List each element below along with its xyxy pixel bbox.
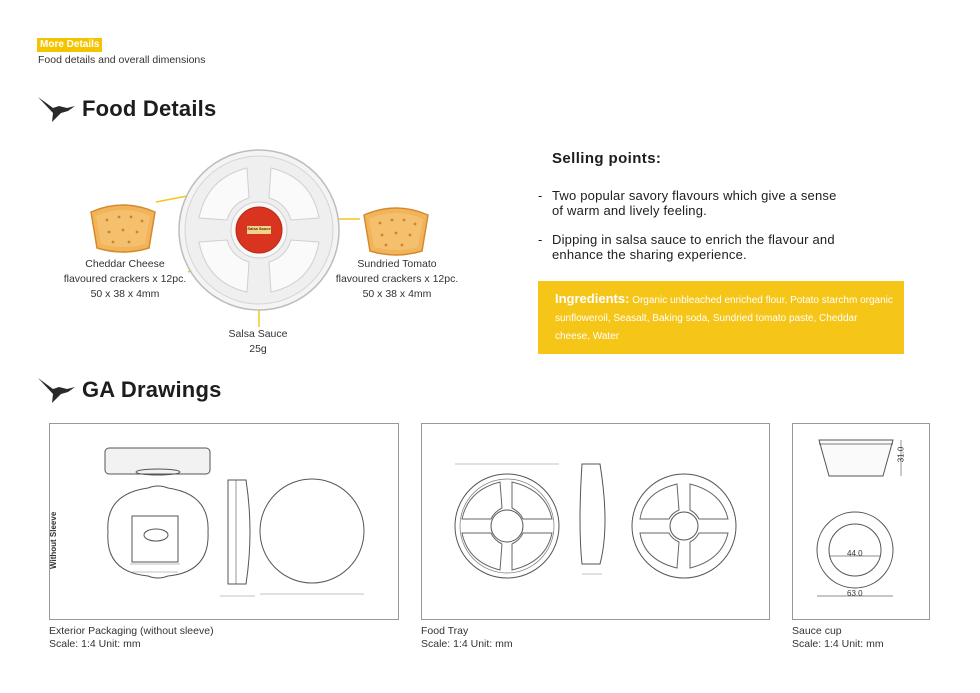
- ingredients-lead: Ingredients:: [555, 291, 630, 306]
- exterior-caption: Exterior Packaging (without sleeve) Scale: 1:4 Unit: mm: [49, 625, 214, 650]
- bird-logo-icon: [37, 375, 77, 405]
- tomato-label: Sundried Tomato flavoured crackers x 12pc. 50 x 38 x 4mm: [335, 258, 459, 300]
- tomato-cracker-image: [360, 205, 432, 257]
- food-tray-caption: Food Tray Scale: 1:4 Unit: mm: [421, 625, 513, 650]
- cup-inner-dim: 44.0: [847, 549, 863, 558]
- selling-point: - Dipping in salsa sauce to enrich the flavour and enhance the sharing experience.: [538, 232, 835, 262]
- ingredients-text: Organic unbleached enriched flour, Potato starchm organic sunfloweroil, Seasalt, Baking soda, Sundried tomato paste, Cheddar cheese, Water: [555, 295, 893, 342]
- cup-height-dim: 31.0: [896, 446, 906, 463]
- without-sleeve-label: Without Sleeve: [49, 511, 58, 569]
- sauce-cup-drawing: [792, 423, 930, 620]
- cheddar-label: Cheddar Cheese flavoured crackers x 12pc. 50 x 38 x 4mm: [63, 258, 187, 300]
- cheddar-cracker-image: [87, 202, 159, 254]
- ga-drawings-title: GA Drawings: [82, 377, 222, 402]
- more-details-badge: More Details: [37, 38, 102, 52]
- food-details-title: Food Details: [82, 96, 217, 121]
- bird-logo-icon: [37, 94, 77, 124]
- sauce-lid-label: Salsa Sauce: [247, 226, 271, 231]
- salsa-label: Salsa Sauce 25g: [228, 328, 288, 355]
- header-subtitle: Food details and overall dimensions: [38, 54, 206, 66]
- sauce-cup-caption: Sauce cup Scale: 1:4 Unit: mm: [792, 625, 884, 650]
- selling-points-title: Selling points:: [552, 150, 662, 167]
- food-tray-illustration: [177, 148, 341, 312]
- selling-point: - Two popular savory flavours which give a sense of warm and lively feeling.: [538, 188, 837, 218]
- ingredients-box: [538, 281, 904, 354]
- cup-outer-dim: 63.0: [847, 589, 863, 598]
- exterior-packaging-drawing: [49, 423, 399, 620]
- food-tray-drawing: [421, 423, 770, 620]
